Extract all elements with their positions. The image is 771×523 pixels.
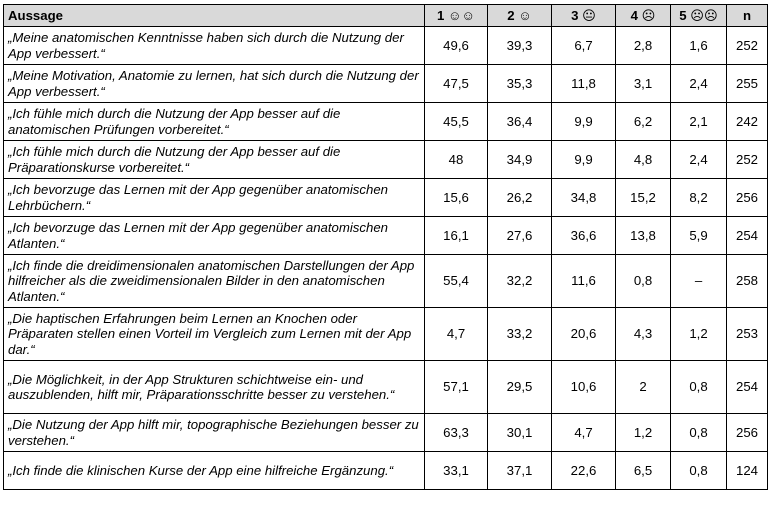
rating-2-cell: 33,2: [488, 308, 552, 361]
rating-5-cell: 2,4: [671, 141, 727, 179]
table-row: [4, 308, 768, 361]
header-rating-2: 2 ☺: [488, 5, 552, 27]
header-rating-5: 5 ☹☹: [671, 5, 727, 27]
statement-cell: „Meine Motivation, Anatomie zu lernen, hat sich durch die Nutzung der App verbessert.“: [4, 65, 425, 103]
statement-cell: „Ich bevorzuge das Lernen mit der App gegenüber anatomischen Atlanten.“: [4, 217, 425, 255]
rating-5-cell: 1,2: [671, 308, 727, 361]
n-cell: 124: [727, 452, 768, 490]
rating-2-cell: 27,6: [488, 217, 552, 255]
rating-1-cell: 49,6: [425, 27, 488, 65]
statement-cell: „Ich finde die klinischen Kurse der App eine hilfreiche Ergänzung.“: [4, 452, 425, 490]
rating-4-cell: 2,8: [616, 27, 671, 65]
rating-5-cell: 0,8: [671, 361, 727, 414]
table-row: [4, 65, 768, 103]
rating-2-cell: 37,1: [488, 452, 552, 490]
rating-4-cell: 2: [616, 361, 671, 414]
n-cell: 258: [727, 255, 768, 308]
rating-5-cell: 0,8: [671, 414, 727, 452]
n-cell: 252: [727, 141, 768, 179]
rating-2-cell: 32,2: [488, 255, 552, 308]
table-row: [4, 141, 768, 179]
rating-5-cell: 1,6: [671, 27, 727, 65]
n-cell: 255: [727, 65, 768, 103]
rating-1-cell: 55,4: [425, 255, 488, 308]
n-cell: 254: [727, 217, 768, 255]
rating-3-cell: 20,6: [552, 308, 616, 361]
table-row: [4, 217, 768, 255]
n-cell: 252: [727, 27, 768, 65]
rating-5-cell: 5,9: [671, 217, 727, 255]
statement-cell: „Die Möglichkeit, in der App Strukturen schichtweise ein- und auszublenden, hilft mir, Präparationsschritte besser zu verstehen.“: [4, 361, 425, 414]
rating-5-cell: 2,1: [671, 103, 727, 141]
rating-2-cell: 30,1: [488, 414, 552, 452]
rating-3-cell: 4,7: [552, 414, 616, 452]
statement-cell: „Ich fühle mich durch die Nutzung der App besser auf die anatomischen Prüfungen vorbereitet.“: [4, 103, 425, 141]
rating-3-cell: 34,8: [552, 179, 616, 217]
rating-4-cell: 13,8: [616, 217, 671, 255]
header-rating-4: 4 ☹: [616, 5, 671, 27]
rating-2-cell: 39,3: [488, 27, 552, 65]
n-cell: 256: [727, 179, 768, 217]
rating-1-cell: 63,3: [425, 414, 488, 452]
rating-4-cell: 6,2: [616, 103, 671, 141]
header-rating-3: 3 😐: [552, 5, 616, 27]
rating-1-cell: 48: [425, 141, 488, 179]
rating-3-cell: 9,9: [552, 141, 616, 179]
n-cell: 253: [727, 308, 768, 361]
rating-1-cell: 16,1: [425, 217, 488, 255]
rating-1-cell: 4,7: [425, 308, 488, 361]
rating-1-cell: 57,1: [425, 361, 488, 414]
rating-5-cell: 2,4: [671, 65, 727, 103]
statement-cell: „Meine anatomischen Kenntnisse haben sich durch die Nutzung der App verbessert.“: [4, 27, 425, 65]
rating-5-cell: –: [671, 255, 727, 308]
n-cell: 242: [727, 103, 768, 141]
statement-cell: „Ich bevorzuge das Lernen mit der App gegenüber anatomischen Lehrbüchern.“: [4, 179, 425, 217]
rating-1-cell: 45,5: [425, 103, 488, 141]
rating-5-cell: 8,2: [671, 179, 727, 217]
rating-3-cell: 11,6: [552, 255, 616, 308]
rating-4-cell: 0,8: [616, 255, 671, 308]
rating-2-cell: 29,5: [488, 361, 552, 414]
header-n: n: [727, 5, 768, 27]
rating-2-cell: 26,2: [488, 179, 552, 217]
rating-4-cell: 1,2: [616, 414, 671, 452]
header-rating-1: 1 ☺☺: [425, 5, 488, 27]
table-row: [4, 27, 768, 65]
table-row: [4, 179, 768, 217]
rating-4-cell: 4,8: [616, 141, 671, 179]
rating-3-cell: 10,6: [552, 361, 616, 414]
header-aussage: Aussage: [4, 5, 425, 27]
rating-1-cell: 33,1: [425, 452, 488, 490]
rating-4-cell: 4,3: [616, 308, 671, 361]
table-row: [4, 452, 768, 490]
rating-3-cell: 36,6: [552, 217, 616, 255]
table-row: [4, 103, 768, 141]
rating-3-cell: 6,7: [552, 27, 616, 65]
rating-4-cell: 6,5: [616, 452, 671, 490]
statement-cell: „Ich finde die dreidimensionalen anatomischen Darstellungen der App hilfreicher als die zweidimensionalen Bilder in den anatomischen Atlanten.“: [4, 255, 425, 308]
rating-3-cell: 9,9: [552, 103, 616, 141]
rating-1-cell: 15,6: [425, 179, 488, 217]
rating-2-cell: 36,4: [488, 103, 552, 141]
header-row: [4, 5, 768, 27]
table-row: [4, 255, 768, 308]
statement-cell: „Ich fühle mich durch die Nutzung der App besser auf die Präparationskurse vorbereitet.“: [4, 141, 425, 179]
rating-5-cell: 0,8: [671, 452, 727, 490]
n-cell: 254: [727, 361, 768, 414]
rating-2-cell: 35,3: [488, 65, 552, 103]
rating-3-cell: 22,6: [552, 452, 616, 490]
table-row: [4, 361, 768, 414]
rating-3-cell: 11,8: [552, 65, 616, 103]
rating-4-cell: 15,2: [616, 179, 671, 217]
rating-1-cell: 47,5: [425, 65, 488, 103]
survey-results-table: [3, 4, 768, 490]
rating-2-cell: 34,9: [488, 141, 552, 179]
table-row: [4, 414, 768, 452]
rating-4-cell: 3,1: [616, 65, 671, 103]
statement-cell: „Die Nutzung der App hilft mir, topographische Beziehungen besser zu verstehen.“: [4, 414, 425, 452]
n-cell: 256: [727, 414, 768, 452]
statement-cell: „Die haptischen Erfahrungen beim Lernen an Knochen oder Präparaten stellen einen Vorteil im Vergleich zum Lernen mit der App dar.“: [4, 308, 425, 361]
